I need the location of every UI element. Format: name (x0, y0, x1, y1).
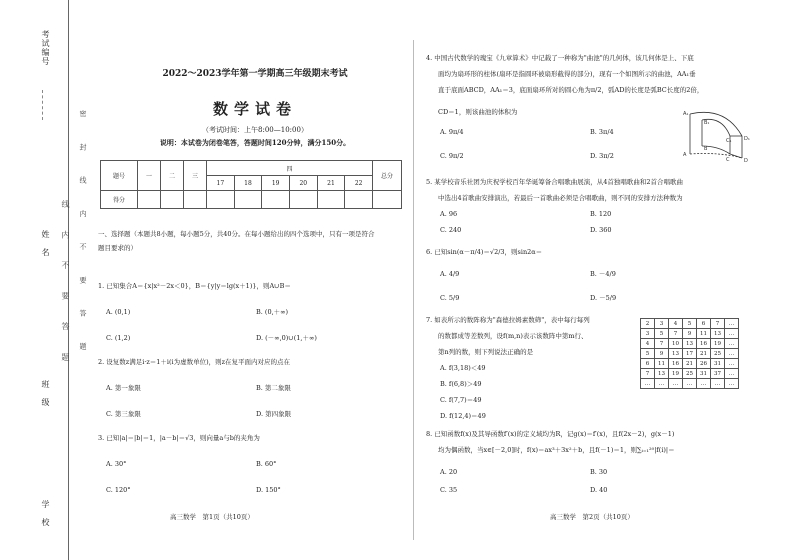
score-header-cell: 总分 (373, 161, 402, 191)
svg-text:D: D (744, 158, 748, 164)
question-7-line2: 的数都成等差数列，设f(m,n)表示该数阵中第m行、 (438, 332, 588, 340)
question-4-line3: 直于底面ABCD，AA₁＝3，底面扇环所对的圆心角为π/2，弧AD的长度是弧BC长度的2倍， (438, 86, 704, 94)
sieve-cell: 7 (669, 329, 683, 339)
q6-option-d: D. －5/9 (590, 294, 617, 302)
exam-number-blank (42, 90, 43, 120)
sieve-cell: 13 (655, 369, 669, 379)
sieve-cell: … (697, 379, 711, 389)
score-header-cell: 三 (184, 161, 207, 191)
sieve-cell: … (683, 379, 697, 389)
q3-option-b: B. 60° (256, 460, 277, 468)
sieve-cell: 6 (697, 319, 711, 329)
q2-option-a: A. 第一象限 (106, 384, 141, 392)
q4-option-b: B. 3π/4 (590, 128, 614, 136)
score-blank[interactable] (345, 191, 373, 209)
sieve-cell: 2 (641, 319, 655, 329)
sieve-cell: 5 (683, 319, 697, 329)
sieve-cell: 9 (655, 349, 669, 359)
score-header-cell: 四 (207, 161, 373, 176)
q1-option-d: D. (－∞,0)∪(1,＋∞) (256, 334, 317, 342)
sieve-cell: 13 (669, 349, 683, 359)
sieve-cell: 37 (711, 369, 725, 379)
q5-option-c: C. 240 (440, 226, 462, 234)
sieve-cell: 7 (711, 319, 725, 329)
name-label: 姓 名 (41, 230, 50, 257)
exam-title: 2022～2023学年第一学期高三年级期末考试 (162, 69, 348, 79)
q5-option-b: B. 120 (590, 210, 612, 218)
exam-number-label: 考试编号 (41, 30, 50, 66)
sieve-cell: … (725, 339, 739, 349)
score-blank[interactable] (184, 191, 207, 209)
question-8-line2: 均为偶函数，当x∈[－2,0]时，f(x)＝ax³＋3x²＋b，且f(－1)＝1，则∑ᵢ₌₁²⁰|f(i)|＝ (438, 446, 675, 454)
score-table (100, 160, 402, 209)
sieve-cell: 17 (683, 349, 697, 359)
sieve-cell: 25 (683, 369, 697, 379)
sieve-cell: 3 (655, 319, 669, 329)
svg-text:A: A (683, 152, 687, 158)
sieve-cell: … (725, 359, 739, 369)
question-7-line1: 7. 如表所示的数阵称为"森德拉姆素数筛"，表中每行每列 (426, 316, 590, 324)
score-header-cell: 一 (138, 161, 161, 191)
score-sub-cell: 18 (234, 176, 262, 191)
q4-option-d: D. 3π/2 (590, 152, 614, 160)
q7-option-a: A. f(3,18)＜49 (440, 364, 486, 372)
score-sub-cell: 17 (207, 176, 235, 191)
score-sub-cell: 22 (345, 176, 373, 191)
sieve-cell: 26 (697, 359, 711, 369)
question-4-line4: CD＝1，则该曲池的体积为 (438, 108, 518, 116)
section-heading-cont: 题目要求的） (98, 244, 137, 252)
q6-option-b: B. －4/9 (590, 270, 616, 278)
q3-option-d: D. 150° (256, 486, 281, 494)
question-3: 3. 已知|a|＝|b|＝1，|a－b|＝√3，则向量a与b的夹角为 (98, 434, 260, 442)
sieve-cell: … (641, 379, 655, 389)
sieve-cell: … (725, 329, 739, 339)
sieve-cell: 6 (641, 359, 655, 369)
sieve-cell: 5 (641, 349, 655, 359)
exam-note: 说明：本试卷为闭卷笔答，答题时间120分钟，满分150分。 (159, 138, 351, 147)
sieve-cell: 13 (711, 329, 725, 339)
score-blank[interactable] (289, 191, 317, 209)
q8-option-c: C. 35 (440, 486, 458, 494)
sieve-cell: 11 (655, 359, 669, 369)
svg-text:B: B (704, 146, 708, 152)
score-blank[interactable] (138, 191, 161, 209)
sieve-cell: 3 (641, 329, 655, 339)
svg-text:D₁: D₁ (744, 136, 750, 142)
sieve-cell: 10 (669, 339, 683, 349)
sundaram-sieve-table (640, 318, 739, 389)
question-7-line3: 第n列的数，则下列说法正确的是 (438, 348, 534, 356)
question-4-line2: 面均为扇环形的柱体(扇环是指圆环被扇形截得的部分)，现有一个如图所示的曲池，AA₁垂 (438, 70, 696, 78)
question-5-line1: 5. 某学校音乐社团为庆祝学校百年华诞筹备合唱歌曲展演，从4首独唱歌曲和2首合唱歌曲 (426, 178, 684, 186)
q3-option-c: C. 120° (106, 486, 131, 494)
score-header-cell: 二 (161, 161, 184, 191)
q2-option-b: B. 第二象限 (256, 384, 291, 392)
sieve-cell: … (725, 379, 739, 389)
sieve-cell: … (711, 379, 725, 389)
svg-text:C: C (726, 157, 730, 163)
q6-option-c: C. 5/9 (440, 294, 460, 302)
sieve-cell: … (725, 349, 739, 359)
q6-option-a: A. 4/9 (440, 270, 460, 278)
q4-option-a: A. 9π/4 (440, 128, 464, 136)
sieve-cell: 4 (641, 339, 655, 349)
subject-title: 数学试卷 (212, 100, 297, 118)
question-2: 2. 设复数z满足i·z＝1＋i(i为虚数单位)，则z在复平面内对应的点在 (98, 358, 291, 366)
svg-text:A₁: A₁ (683, 111, 689, 117)
q5-option-d: D. 360 (590, 226, 612, 234)
school-label: 学 校 (41, 500, 50, 527)
sieve-cell: … (725, 369, 739, 379)
score-blank[interactable] (373, 191, 402, 209)
sieve-cell: 16 (669, 359, 683, 369)
q2-option-d: D. 第四象限 (256, 410, 292, 418)
sieve-cell: 13 (683, 339, 697, 349)
score-sub-cell: 19 (262, 176, 290, 191)
score-row-label: 得分 (101, 191, 138, 209)
page-divider (413, 40, 414, 540)
question-8-line1: 8. 已知函数f(x)及其导函数f′(x)的定义域均为R，记g(x)＝f′(x)，且f(2x－2)，g(x－1) (426, 430, 675, 438)
section-heading: 一、选择题（本题共8小题，每小题5分，共40分。在每小题给出的四个选项中，只有一项是符合 (98, 230, 375, 238)
class-label: 班 级 (41, 380, 50, 407)
score-blank[interactable] (234, 191, 262, 209)
sieve-cell: 7 (655, 339, 669, 349)
svg-text:C₁: C₁ (726, 138, 732, 144)
sieve-cell: 31 (711, 359, 725, 369)
seal-text: 线 内 不 要 答 题 (61, 200, 70, 371)
q7-option-d: D. f(12,4)＝49 (440, 412, 486, 420)
sieve-cell: 19 (711, 339, 725, 349)
sieve-cell: 21 (683, 359, 697, 369)
footer-left: 高三数学 第1页（共10页） (170, 513, 254, 521)
q1-option-b: B. (0,＋∞) (256, 308, 289, 316)
score-blank[interactable] (161, 191, 184, 209)
q8-option-a: A. 20 (440, 468, 458, 476)
q3-option-a: A. 30° (106, 460, 127, 468)
exam-time: （考试时间：上午8:00—10:00） (202, 126, 308, 134)
sieve-cell: 9 (683, 329, 697, 339)
sieve-cell: 5 (655, 329, 669, 339)
sieve-cell: 7 (641, 369, 655, 379)
q5-option-a: A. 96 (440, 210, 458, 218)
score-sub-cell: 21 (317, 176, 345, 191)
q1-option-a: A. (0,1) (106, 308, 131, 316)
footer-right: 高三数学 第2页（共10页） (550, 513, 634, 521)
sieve-cell: 25 (711, 349, 725, 359)
q2-option-c: C. 第三象限 (106, 410, 141, 418)
q7-option-b: B. f(6,8)＞49 (440, 380, 482, 388)
score-blank[interactable] (207, 191, 235, 209)
sieve-cell: 11 (697, 329, 711, 339)
score-header-cell: 题号 (101, 161, 138, 191)
question-6: 6. 已知sin(α－π/4)＝√2/3，则sin2α＝ (426, 248, 543, 256)
curved-pool-figure (680, 106, 760, 166)
sieve-cell: 16 (697, 339, 711, 349)
seal-text-right: 密 封 线 内 不 要 答 题 (79, 110, 87, 362)
question-5-line2: 中选出4首歌曲安排演出，若最后一首歌曲必须是合唱歌曲，则不同的安排方法种数为 (438, 194, 683, 202)
q8-option-d: D. 40 (590, 486, 608, 494)
sieve-cell: 31 (697, 369, 711, 379)
sieve-cell: … (669, 379, 683, 389)
q8-option-b: B. 30 (590, 468, 608, 476)
q1-option-c: C. (1,2) (106, 334, 131, 342)
question-1: 1. 已知集合A＝{x|x²－2x＜0}，B＝{y|y＝lg(x＋1)}，则A∪B＝ (98, 282, 291, 290)
sieve-cell: … (655, 379, 669, 389)
sieve-cell: 4 (669, 319, 683, 329)
question-4-line1: 4. 中国古代数学的瑰宝《九章算术》中记载了一种称为"曲池"的几何体，该几何体是上、下底 (426, 54, 694, 62)
score-sub-cell: 20 (289, 176, 317, 191)
svg-text:B₁: B₁ (704, 120, 710, 126)
sieve-cell: 21 (697, 349, 711, 359)
score-blank[interactable] (317, 191, 345, 209)
q4-option-c: C. 9π/2 (440, 152, 464, 160)
q7-option-c: C. f(7,7)＝49 (440, 396, 482, 404)
score-blank[interactable] (262, 191, 290, 209)
sieve-cell: … (725, 319, 739, 329)
sieve-cell: 19 (669, 369, 683, 379)
